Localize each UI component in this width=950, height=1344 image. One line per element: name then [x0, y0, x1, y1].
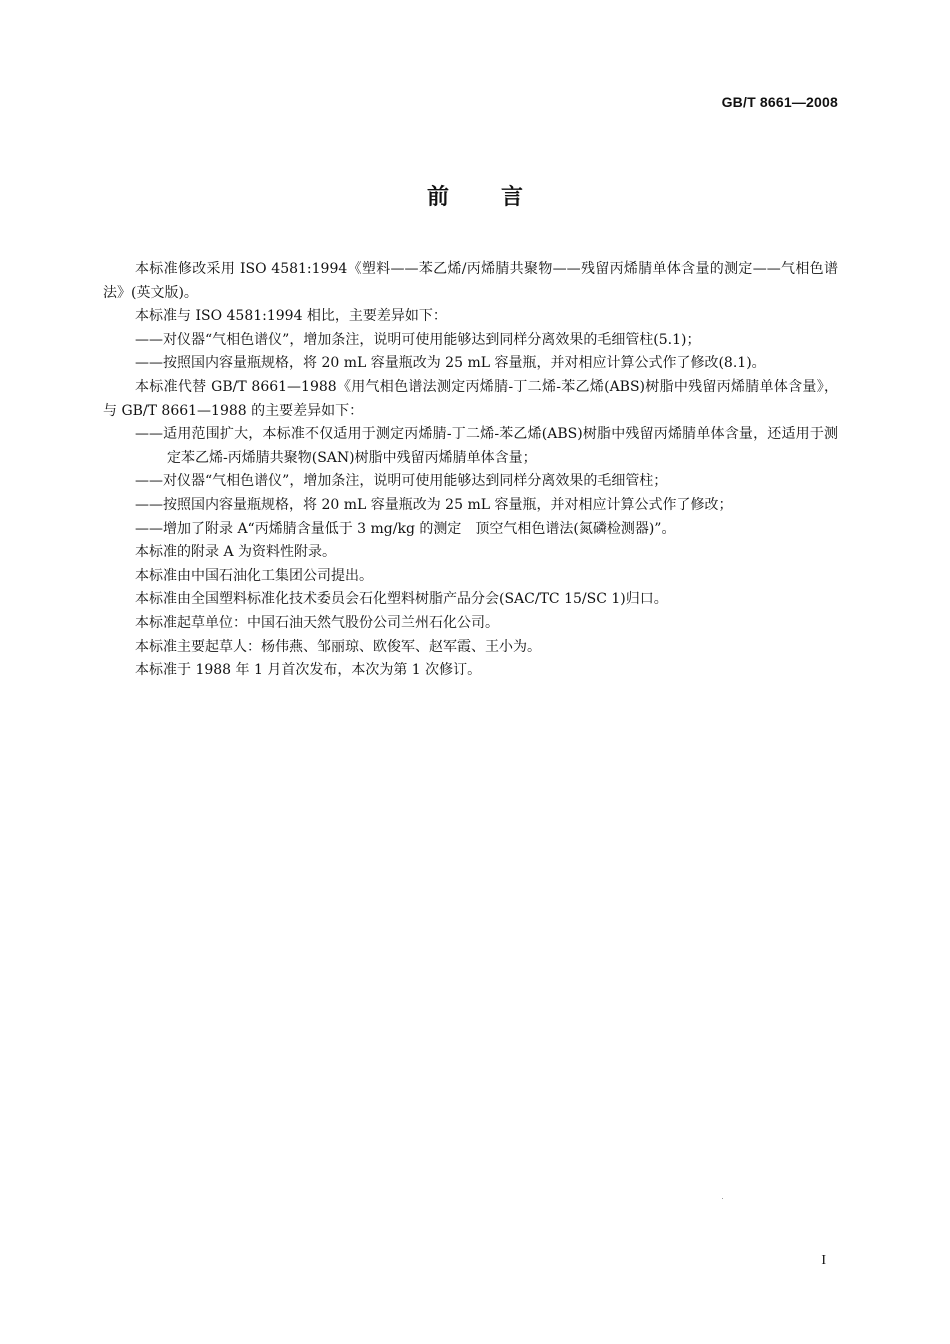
list-item-gb-diff-3: ——按照国内容量瓶规格，将 20 mL 容量瓶改为 25 mL 容量瓶，并对相应计算公式作了修改； — [135, 496, 733, 513]
paragraph-iso-differences-intro: 本标准与 ISO 4581:1994 相比，主要差异如下： — [135, 308, 447, 325]
scan-speck — [722, 1198, 723, 1199]
paragraph-proposer: 本标准由中国石油化工集团公司提出。 — [135, 567, 373, 584]
paragraph-committee: 本标准由全国塑料标准化技术委员会石化塑料树脂产品分会(SAC/TC 15/SC 1)归口。 — [135, 591, 668, 608]
paragraph-replacement: 本标准代替 GB/T 8661—1988《用气相色谱法测定丙烯腈-丁二烯-苯乙烯(ABS)树脂中残留丙烯腈单体含量》，与 GB/T 8661—1988 的主要差异如下： — [103, 378, 838, 419]
list-item-gb-diff-2: ——对仪器“气相色谱仪”，增加条注，说明可使用能够达到同样分离效果的毛细管柱； — [135, 473, 668, 490]
paragraph-drafters: 本标准主要起草人：杨伟燕、邹丽琼、欧俊军、赵军霞、王小为。 — [135, 638, 541, 655]
list-item-gb-diff-1: ——适用范围扩大，本标准不仅适用于测定丙烯腈-丁二烯-苯乙烯(ABS)树脂中残留丙烯腈单体含量，还适用于测定苯乙烯-丙烯腈共聚物(SAN)树脂中残留丙烯腈单体含量； — [135, 426, 838, 466]
foreword-body — [103, 258, 838, 683]
list-item-iso-diff-2: ——按照国内容量瓶规格，将 20 mL 容量瓶改为 25 mL 容量瓶，并对相应计算公式作了修改(8.1)。 — [135, 355, 766, 372]
page-title: 前言 — [426, 185, 575, 210]
page-number: I — [821, 1253, 826, 1268]
list-item-iso-diff-1: ——对仪器“气相色谱仪”，增加条注，说明可使用能够达到同样分离效果的毛细管柱(5.1)； — [135, 331, 701, 348]
paragraph-adoption: 本标准修改采用 ISO 4581:1994《塑料——苯乙烯/丙烯腈共聚物——残留丙烯腈单体含量的测定——气相色谱法》(英文版)。 — [103, 261, 838, 301]
standard-code: GB/T 8661—2008 — [721, 94, 838, 110]
paragraph-history: 本标准于 1988 年 1 月首次发布，本次为第 1 次修订。 — [135, 662, 482, 679]
paragraph-annex-note: 本标准的附录 A 为资料性附录。 — [135, 544, 337, 561]
paragraph-drafting-unit: 本标准起草单位：中国石油天然气股份公司兰州石化公司。 — [135, 614, 499, 631]
list-item-gb-diff-4: ——增加了附录 A“丙烯腈含量低于 3 mg/kg 的测定 顶空气相色谱法(氮磷检测器)”。 — [135, 520, 676, 537]
